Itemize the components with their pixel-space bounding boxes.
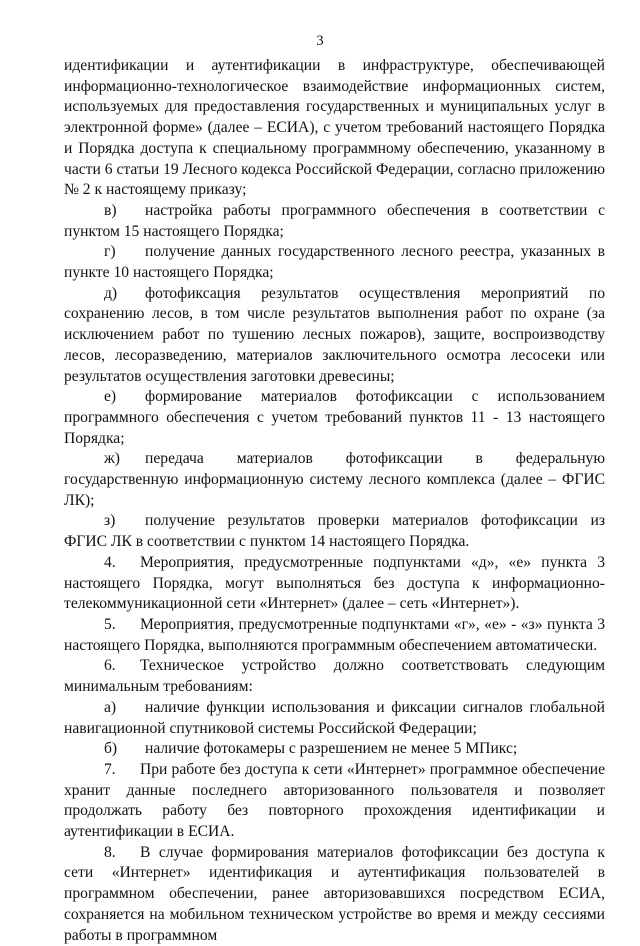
paragraph-text: получение результатов проверки материалов фотофиксации из ФГИС ЛК в соответствии с пунктом 14 настоящего Порядка. (64, 512, 605, 551)
clause-number: 6. (104, 657, 116, 675)
subitem-d (64, 284, 605, 388)
subitem-z (64, 511, 605, 552)
clause-7 (64, 760, 605, 843)
clause-number: 8. (104, 843, 116, 861)
subitem-label: б) (104, 740, 118, 758)
subitem-b (64, 739, 605, 760)
clause-8 (64, 843, 605, 946)
paragraph-continuation (64, 56, 605, 201)
paragraph-text: При работе без доступа к сети «Интернет» программное обеспечение хранит данные последнего авторизованного пользователя и позволяет продолжать работу без повторного прохождения идентификации и аутентификации в ЕСИА. (64, 760, 605, 841)
paragraph-text: Техническое устройство должно соответствовать следующим минимальным требованиям: (64, 657, 605, 696)
clause-4 (64, 553, 605, 615)
clause-number: 5. (104, 615, 116, 633)
clause-6 (64, 656, 605, 697)
subitem-label: з) (104, 512, 116, 530)
paragraph-text: наличие функции использования и фиксации сигналов глобальной навигационной спутниковой системы Российской Федерации; (64, 698, 605, 737)
subitem-v (64, 201, 605, 242)
page-number: 3 (316, 33, 324, 49)
paragraph-text: получение данных государственного лесного реестра, указанных в пункте 10 настоящего Порядка; (64, 243, 605, 282)
paragraph-text: идентификации и аутентификации в инфраструктуре, обеспечивающей информационно-технологическое взаимодействие информационных систем, используемых для предоставления государственных и муниципальных услуг в электронной форме» (далее – ЕСИА), с учетом требований настоящего Порядка и Порядка доступа к специальному программному обеспечению, указанному в части 6 статьи 19 Лесного кодекса Российской Федерации, согласно приложению № 2 к настоящему приказу; (64, 57, 605, 199)
clause-5 (64, 615, 605, 656)
document-body (64, 56, 605, 946)
clause-number: 4. (104, 553, 116, 571)
subitem-zh (64, 449, 605, 511)
subitem-label: д) (104, 284, 118, 302)
subitem-label: г) (104, 243, 116, 261)
subitem-g (64, 242, 605, 283)
subitem-label: ж) (104, 450, 120, 468)
paragraph-text: В случае формирования материалов фотофиксации без доступа к сети «Интернет» идентификация и аутентификация пользователей в программном обеспечении, ранее авторизовавшихся посредством ЕСИА, сохраняется на мобильном техническом устройстве во время и между сессиями работы в программном (64, 843, 605, 944)
clause-number: 7. (104, 760, 116, 778)
paragraph-text: Мероприятия, предусмотренные подпунктами «г», «е» - «з» пункта 3 настоящего Порядка, выполняются программным обеспечением автоматически. (64, 615, 605, 654)
subitem-label: а) (104, 698, 117, 716)
paragraph-text: передача материалов фотофиксации в федеральную государственную информационную систему лесного комплекса (далее – ФГИС ЛК); (64, 450, 605, 509)
paragraph-text: формирование материалов фотофиксации с использованием программного обеспечения с учетом требований пунктов 11 - 13 настоящего Порядка; (64, 388, 605, 447)
paragraph-text: настройка работы программного обеспечения в соответствии с пунктом 15 настоящего Порядка; (64, 201, 605, 240)
subitem-e (64, 387, 605, 449)
paragraph-text: фотофиксация результатов осуществления мероприятий по сохранению лесов, в том числе результатов выполнения работ по охране (за исключением работ по тушению лесных пожаров), защите, воспроизводству лесов, лесоразведению, материалов заключительного осмотра лесосеки или результатов осуществления заготовки древесины; (64, 284, 605, 385)
paragraph-text: Мероприятия, предусмотренные подпунктами «д», «е» пункта 3 настоящего Порядка, могут выполняться без доступа к информационно-телекоммуникационной сети «Интернет» (далее – сеть «Интернет»). (64, 553, 605, 613)
paragraph-text: наличие фотокамеры с разрешением не менее 5 МПикс; (145, 740, 518, 758)
subitem-label: е) (104, 388, 117, 406)
subitem-label: в) (104, 201, 117, 219)
subitem-a (64, 698, 605, 739)
